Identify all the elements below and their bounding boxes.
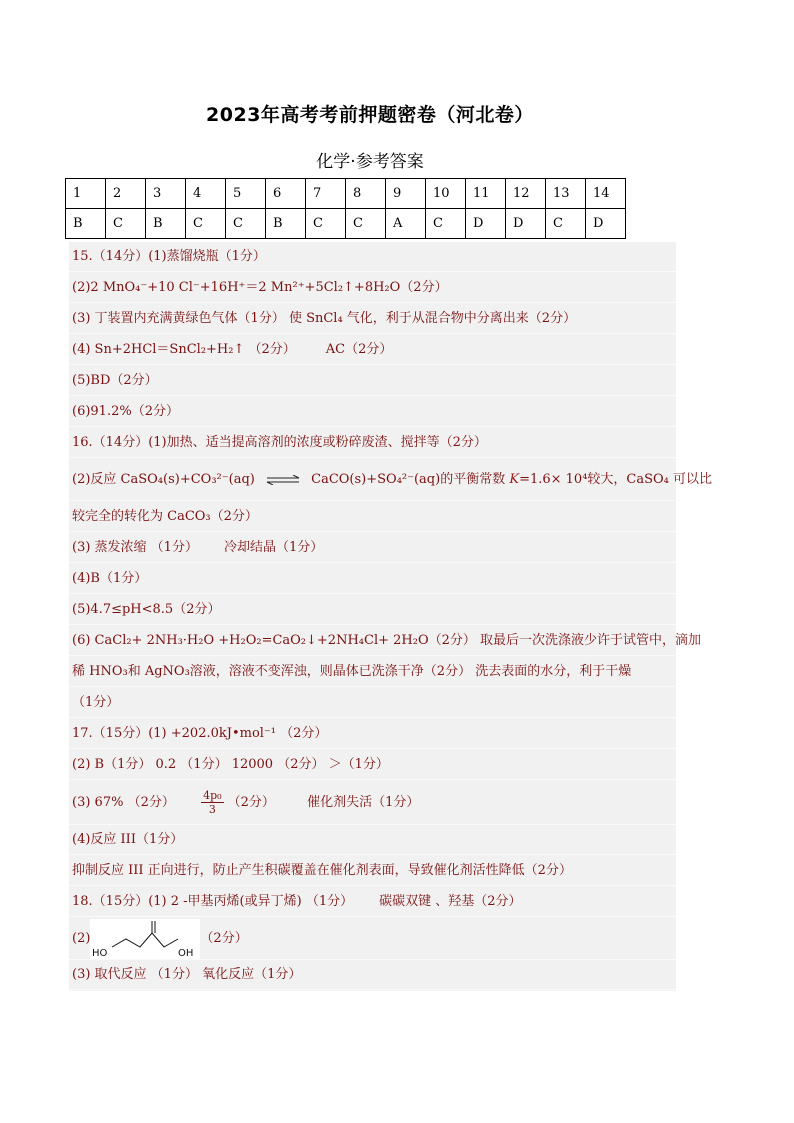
- table-cell-answer: A: [386, 209, 426, 239]
- q15-line-3: (3) 丁装置内充满黄绿色气体（1分） 使 SnCl₄ 气化，利于从混合物中分离出来（2分）: [69, 304, 676, 334]
- oh-left-label: HO: [92, 947, 108, 959]
- table-cell-answer: C: [426, 209, 466, 239]
- table-cell-answer: C: [226, 209, 266, 239]
- table-cell-answer: D: [466, 209, 506, 239]
- q16-line-4: [69, 533, 676, 563]
- q16-line-2k: K: [509, 472, 520, 487]
- table-cell-answer: C: [306, 209, 346, 239]
- q15-line-1: 15.（14分）(1)蒸馏烧瓶（1分）: [69, 242, 676, 272]
- q16-line-9: （1分）: [69, 688, 676, 718]
- q15-line-4b: AC（2分）: [325, 342, 393, 357]
- table-cell-answer: C: [546, 209, 586, 239]
- q17-line-3b: （2分）: [227, 795, 275, 810]
- table-cell-answer: B: [266, 209, 306, 239]
- q16-line-5: (4)B（1分）: [69, 564, 676, 594]
- table-row-numbers: [66, 179, 626, 209]
- q16-line-2c: =1.6× 10⁴较大，CaSO₄ 可以比: [519, 472, 713, 487]
- answer-table: [65, 178, 626, 239]
- q15-line-6: (6)91.2%（2分）: [69, 397, 676, 427]
- q16-line-3: 较完全的转化为 CaCO₃（2分）: [69, 502, 676, 532]
- answer-block: [69, 242, 713, 991]
- q16-line-8: 稀 HNO₃和 AgNO₃溶液，溶液不变浑浊，则晶体已洗涤干净（2分） 洗去表面的水分，利于干燥: [69, 657, 679, 687]
- q16-line-2b: CaCO(s)+SO₄²⁻(aq)的平衡常数: [311, 472, 506, 487]
- q18-line-2: [69, 918, 676, 960]
- fraction-denominator: 3: [208, 803, 216, 816]
- table-cell-answer: C: [186, 209, 226, 239]
- table-cell-number: 1: [66, 179, 106, 209]
- table-cell-number: 14: [586, 179, 626, 209]
- q17-line-2: (2) B（1分） 0.2 （1分） 12000 （2分） ＞（1分）: [69, 750, 676, 780]
- table-cell-answer: B: [146, 209, 186, 239]
- table-cell-number: 4: [186, 179, 226, 209]
- table-cell-number: 10: [426, 179, 466, 209]
- table-cell-number: 13: [546, 179, 586, 209]
- table-cell-answer: D: [506, 209, 546, 239]
- page-subtitle: 化学·参考答案: [316, 152, 424, 172]
- q16-line-2: [69, 459, 713, 501]
- q16-line-7: (6) CaCl₂+ 2NH₃·H₂O +H₂O₂=CaO₂↓+2NH₄Cl+ 2H₂O（2分） 取最后一次洗涤液少许于试管中，滴加: [69, 626, 679, 656]
- q18-line-2b: （2分）: [200, 931, 248, 946]
- table-cell-answer: C: [346, 209, 386, 239]
- q18-line-2a: (2): [72, 931, 91, 946]
- q15-line-4: [69, 335, 676, 365]
- q15-line-2: (2)2 MnO₄⁻+10 Cl⁻+16H⁺＝2 Mn²⁺+5Cl₂↑+8H₂O（2分）: [69, 273, 676, 303]
- q17-line-3: [69, 781, 676, 825]
- structural-formula-icon: [90, 919, 200, 959]
- oh-right-label: OH: [178, 947, 194, 959]
- q18-line-1: [69, 887, 676, 917]
- table-cell-answer: C: [106, 209, 146, 239]
- q16-line-4a: (3) 蒸发浓缩 （1分）: [72, 540, 198, 555]
- table-cell-number: 6: [266, 179, 306, 209]
- q17-line-5: 抑制反应 III 正向进行，防止产生积碳覆盖在催化剂表面，导致催化剂活性降低（2分）: [69, 856, 676, 886]
- q16-line-4b: 冷却结晶（1分）: [223, 540, 324, 555]
- fraction-numerator: 4p₀: [203, 789, 222, 802]
- page-title: 2023年高考考前押题密卷（河北卷）: [206, 104, 534, 126]
- q16-line-1: 16.（14分）(1)加热、适当提高溶剂的浓度或粉碎废渣、搅拌等（2分）: [69, 428, 676, 458]
- table-cell-answer: D: [586, 209, 626, 239]
- table-cell-number: 11: [466, 179, 506, 209]
- q17-line-4: (4)反应 III（1分）: [69, 825, 676, 855]
- q18-line-1a: 18.（15分）(1) 2 -甲基丙烯(或异丁烯) （1分）: [72, 894, 354, 909]
- table-row-answers: [66, 209, 626, 239]
- q17-line-3c: 催化剂失活（1分）: [307, 795, 420, 810]
- table-cell-number: 2: [106, 179, 146, 209]
- table-cell-number: 5: [226, 179, 266, 209]
- equilibrium-arrow-icon: [265, 475, 301, 485]
- table-cell-number: 7: [306, 179, 346, 209]
- q16-line-2a: (2)反应 CaSO₄(s)+CO₃²⁻(aq): [72, 472, 255, 487]
- q15-line-5: (5)BD（2分）: [69, 366, 676, 396]
- q15-line-4a: (4) Sn+2HCl＝SnCl₂+H₂↑ （2分）: [72, 342, 296, 357]
- fraction-4p0-over-3: [201, 789, 223, 816]
- table-cell-number: 12: [506, 179, 546, 209]
- table-cell-answer: B: [66, 209, 106, 239]
- table-cell-number: 3: [146, 179, 186, 209]
- q17-line-1: 17.（15分）(1) +202.0kJ•mol⁻¹ （2分）: [69, 719, 676, 749]
- q16-line-6: (5)4.7≤pH<8.5（2分）: [69, 595, 676, 625]
- q18-line-3: (3) 取代反应 （1分） 氧化反应（1分）: [69, 960, 676, 990]
- table-cell-number: 9: [386, 179, 426, 209]
- table-cell-number: 8: [346, 179, 386, 209]
- q18-line-1b: 碳碳双键 、羟基（2分）: [379, 894, 522, 909]
- q17-line-3a: (3) 67% （2分）: [72, 795, 175, 810]
